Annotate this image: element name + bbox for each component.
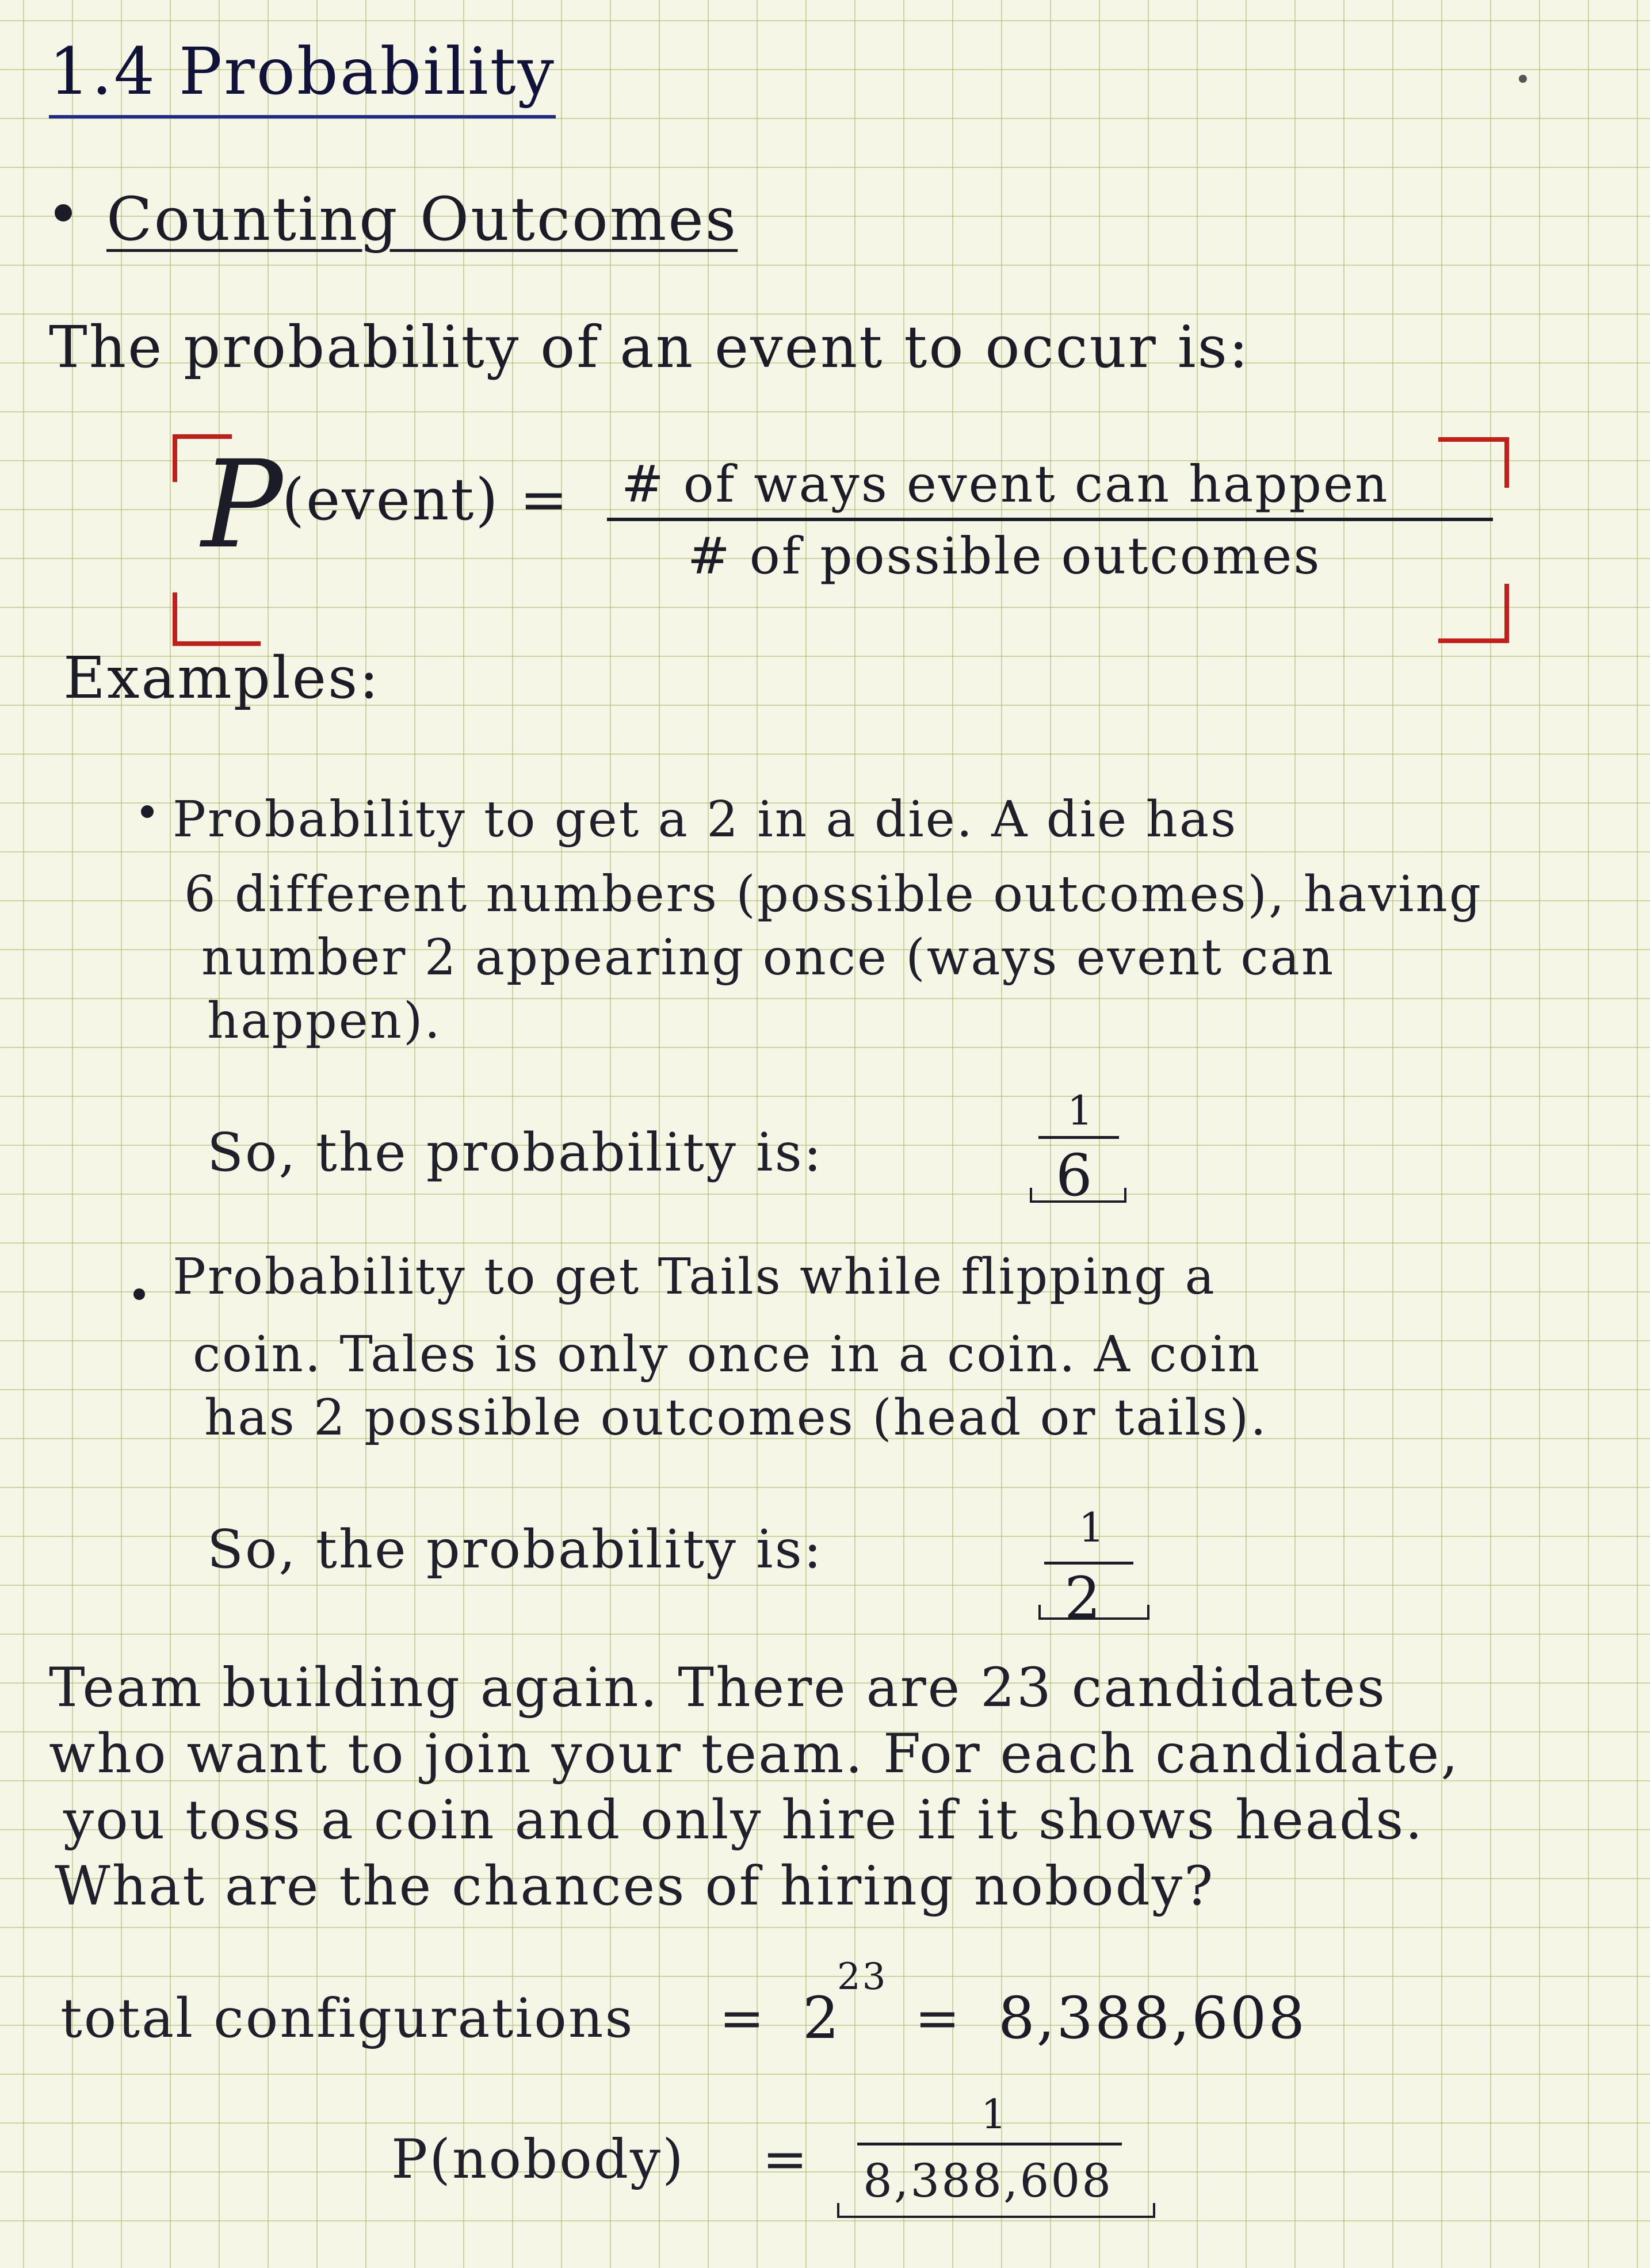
example1-line4: happen). <box>207 992 442 1050</box>
team-line3: you toss a coin and only hire if it shows heads. <box>63 1789 1424 1852</box>
example2-line1: Probability to get Tails while flipping a <box>173 1248 1216 1306</box>
example2-conclusion: So, the probability is: <box>207 1519 823 1580</box>
p-nobody-fraction-bar <box>857 2143 1122 2145</box>
red-bracket-bottom-right <box>1438 584 1509 643</box>
team-line1: Team building again. There are 23 candidates <box>49 1657 1387 1719</box>
formula-lhs: (event) = <box>282 466 570 533</box>
bullet-icon <box>133 1288 145 1300</box>
corner-dot <box>1519 75 1527 83</box>
page-title: 1.4 Probability <box>49 35 556 118</box>
p-nobody-denominator: 8,388,608 <box>863 2154 1113 2208</box>
red-bracket-top-right <box>1438 437 1509 488</box>
section-heading: Counting Outcomes <box>106 184 738 254</box>
formula-p-symbol: P <box>201 434 285 575</box>
total-value: 8,388,608 <box>998 1984 1307 2052</box>
example1-numerator: 1 <box>1067 1087 1095 1134</box>
total-exponent: 23 <box>837 1956 888 1998</box>
p-nobody-answer-bracket <box>837 2203 1155 2218</box>
p-nobody-equals: = <box>762 2128 809 2191</box>
formula-denominator: # of possible outcomes <box>688 526 1321 586</box>
p-nobody-label: P(nobody) <box>391 2128 685 2191</box>
example2-numerator: 1 <box>1079 1504 1106 1551</box>
example2-line3: has 2 possible outcomes (head or tails). <box>204 1389 1268 1447</box>
team-line4: What are the chances of hiring nobody? <box>55 1855 1215 1918</box>
team-line2: who want to join your team. For each candidate, <box>49 1723 1460 1785</box>
example2-answer-bracket <box>1038 1605 1149 1620</box>
bullet-icon <box>55 204 72 221</box>
formula-numerator: # of ways event can happen <box>621 454 1389 514</box>
example1-line1: Probability to get a 2 in a die. A die has <box>173 791 1238 848</box>
p-nobody-numerator: 1 <box>981 2091 1009 2138</box>
formula-fraction-bar <box>607 518 1493 521</box>
intro-text: The probability of an event to occur is: <box>49 313 1250 381</box>
example2-line2: coin. Tales is only once in a coin. A coin <box>193 1326 1262 1383</box>
example1-line2: 6 different numbers (possible outcomes), having <box>184 866 1483 923</box>
example1-line3: number 2 appearing once (ways event can <box>201 929 1335 986</box>
example1-conclusion: So, the probability is: <box>207 1122 823 1183</box>
total-equals-2: = <box>915 1987 962 2050</box>
example1-denominator: 6 <box>1056 1142 1094 1209</box>
total-label: total configurations <box>60 1987 635 2050</box>
example1-answer-bracket <box>1030 1188 1126 1203</box>
red-bracket-bottom-left <box>173 592 261 646</box>
example2-denominator: 2 <box>1064 1565 1103 1632</box>
example1-fraction-bar <box>1038 1136 1119 1139</box>
examples-label: Examples: <box>63 644 381 712</box>
total-equals-1: = <box>719 1987 766 2050</box>
total-base: 2 <box>803 1984 841 2052</box>
bullet-icon <box>141 805 154 818</box>
